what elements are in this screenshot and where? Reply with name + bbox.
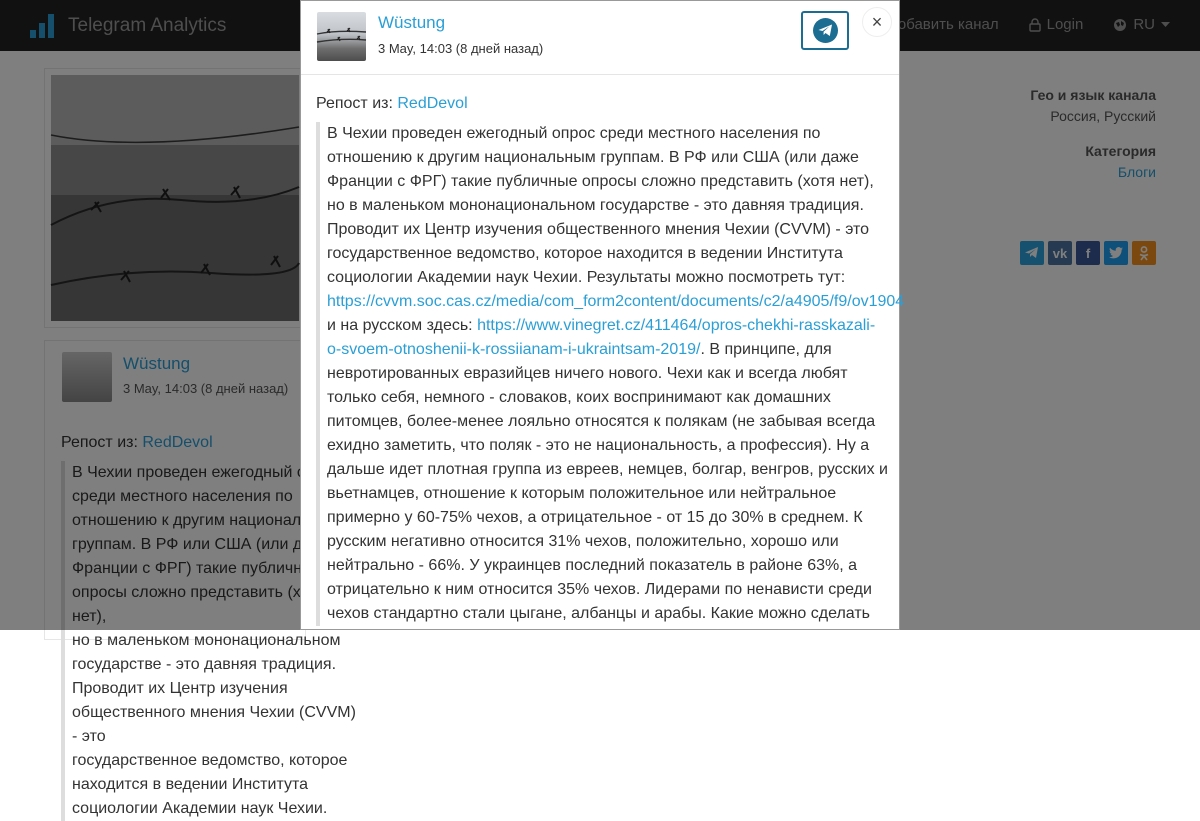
post-text-part1: В Чехии проведен ежегодный опрос среди местного населения по отношению к другим национальным группам. В РФ или США (или даже Франции с ФРГ) такие публичные опросы сложно представить (хотя нет), но в маленьком мононациональном государстве - это давняя традиция. Проводит их Центр изучения общественного мнения Чехии (CVVM) - это государственное ведомство, которое находится в ведении Института социологии Академии наук Чехии. Результаты можно посмотреть тут:: [327, 125, 874, 286]
modal-body: [316, 93, 905, 626]
repost-source-link[interactable]: RedDevol: [397, 95, 468, 112]
close-button[interactable]: [862, 7, 892, 37]
close-icon: ×: [871, 11, 883, 32]
repost-prefix: Репост из:: [316, 95, 393, 112]
post-text-part3: . В принципе, для невротированных евразийцев ничего нового. Чехи как и всегда любят только себя, немного - словаков, коих воспринимают как домашних питомцев, более-менее лояльно относятся к полякам (не забывая всегда ехидно заметить, что поляк - это не национальность, а профессия). Ну а дальше идет плотная группа из евреев, немцев, болгар, венгров, русских и вьетнамцев, отношение к которым положительное или нейтральное примерно у 60-75% чехов, а отрицательное - от 15 до 30% в среднем. К русским негативно относится 31% чехов, положительно, хорошо или нейтрально - 66%. У украинцев последний показатель в районе 63%, а отрицательно к ним относится 35% чехов. Лидерами по ненависти среди чехов стандартно стали цыгане, албанцы и арабы. Какие можно сделать: [327, 341, 888, 622]
post-modal: [300, 0, 905, 630]
telegram-icon: [813, 18, 838, 43]
modal-header: [301, 1, 899, 75]
modal-post-date: 3 May, 14:03 (8 дней назад): [378, 41, 544, 56]
post-text: [316, 122, 905, 626]
vinegret-link[interactable]: https://www.vinegret.cz/411464/opros-chekhi-rasskazali-o-svoem-otnoshenii-k-rossiianam-i-ukraintsam-2019/: [327, 317, 876, 358]
modal-channel-name[interactable]: Wüstung: [378, 13, 446, 32]
repost-line: [316, 93, 901, 115]
channel-avatar: [317, 12, 366, 61]
post-text-part2: и на русском здесь:: [327, 317, 478, 334]
cvvm-link[interactable]: https://cvvm.soc.cas.cz/media/com_form2content/documents/c2/a4905/f9/ov1904: [327, 293, 905, 310]
open-in-telegram-button[interactable]: [801, 11, 849, 50]
post-text: но в маленьком мононациональном государстве - это давняя традиция. Проводит их Центр изучения общественного мнения Чехии (CVVM) - это государственное ведомство, которое находится в ведении Института социологии Академии наук Чехии.: [61, 461, 361, 821]
